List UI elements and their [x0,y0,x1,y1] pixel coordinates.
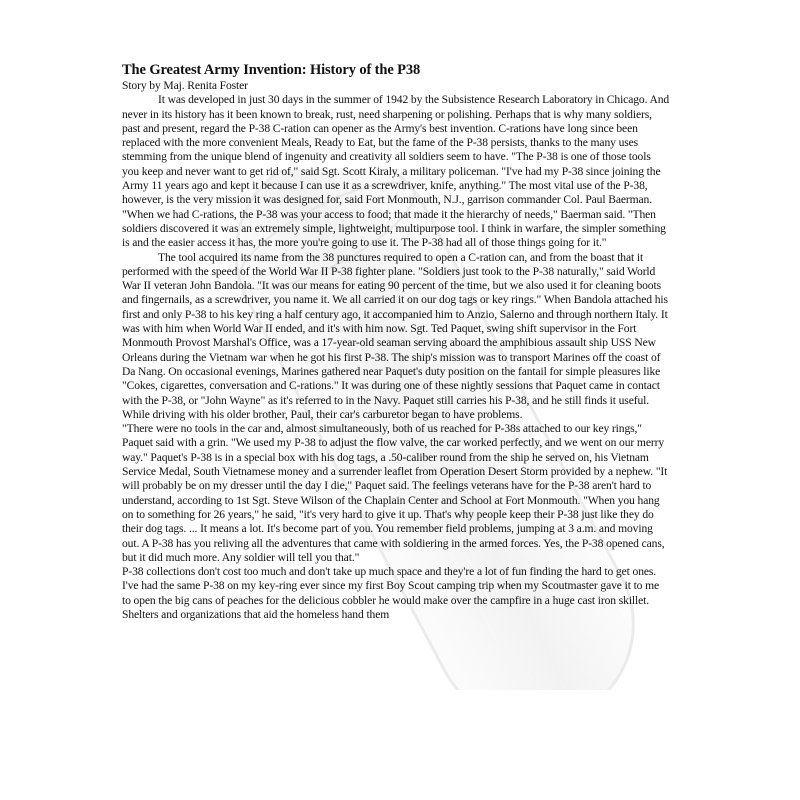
paragraph-1: It was developed in just 30 days in the summer of 1942 by the Subsistence Research Laboratory in Chicago. And never in its history has it been known to break, rust, need sharpening or polishing. Perhaps that is why many soldiers, past and present, regard the P-38 C-ration can opener as the Army's best invention. C-rations have long since been replaced with the more convenient Meals, Ready to Eat, but the fame of the P-38 persists, thanks to the many uses stemming from the unique blend of ingenuity and creativity all soldiers seem to have. "The P-38 is one of those tools you keep and never want to get rid of," said Sgt. Scott Kiraly, a military policeman. "I've had my P-38 since joining the Army 11 years ago and kept it because I can use it as a screwdriver, knife, anything." The most vital use of the P-38, however, is the very mission it was designed for, said Fort Monmouth, N.J., garrison commander Col. Paul Baerman. [122,93,670,207]
article [122,62,670,622]
paragraph-3: The tool acquired its name from the 38 punctures required to open a C-ration can, and from the boast that it performed with the speed of the World War II P-38 fighter plane. "Soldiers just took to the P-38 naturally," said World War II veteran John Bandola. "It was our means for eating 90 percent of the time, but we also used it for cleaning boots and fingernails, as a screwdriver, you name it. We all carried it on our dog tags or key rings." When Bandola attached his first and only P-38 to his key ring a half century ago, it accompanied him to Anzio, Salerno and through northern Italy. It was with him when World War II ended, and it's with him now. Sgt. Ted Paquet, swing shift supervisor in the Fort Monmouth Provost Marshal's Office, was a 17-year-old seaman serving aboard the amphibious assault ship USS New Orleans during the Vietnam war when he got his first P-38. The ship's mission was to transport Marines off the coast of Da Nang. On occasional evenings, Marines gathered near Paquet's duty position on the fantail for simple pleasures like "Cokes, cigarettes, conversation and C-rations." It was during one of these nightly sessions that Paquet came in contact with the P-38, or "John Wayne" as it's referred to in the Navy. Paquet still carries his P-38, and he still finds it useful. While driving with his older brother, Paul, their car's carburetor began to have problems. [122,250,668,421]
article-title: The Greatest Army Invention: History of the P38 [122,62,421,78]
paragraph-2: "When we had C-rations, the P-38 was your access to food; that made it the hierarchy of needs," Baerman said. "Then soldiers discovered it was an extremely simple, lightweight, multipurpose tool. I think in warfare, the simpler something is and the easier access it has, the more you're going to use it. The P-38 had all of those things going for it." [122,207,666,250]
article-byline: Story by Maj. Renita Foster [122,79,248,92]
paragraph-4: "There were no tools in the car and, almost simultaneously, both of us reached for P-38s attached to our key rings," Paquet said with a grin. "We used my P-38 to adjust the flow valve, the car worked perfectly, and we went on our merry way." Paquet's P-38 is in a special box with his dog tags, a .50-caliber round from the ship he served on, his Vietnam Service Medal, South Vietnamese money and a surrender leaflet from Operation Desert Storm provided by a nephew. "It will probably be on my dresser until the day I die," Paquet said. The feelings veterans have for the P-38 aren't hard to understand, according to 1st Sgt. Steve Wilson of the Chaplain Center and School at Fort Monmouth. "When you hang on to something for 26 years," he said, "it's very hard to give it up. That's why people keep their P-38 just like they do their dog tags. ... It means a lot. It's become part of you. You remember field problems, jumping at 3 a.m. and moving out. A P-38 has you reliving all the adventures that came with soldiering in the armed forces. Yes, the P-38 opened cans, but it did much more. Any soldier will tell you that." [122,422,668,564]
paragraph-5: P-38 collections don't cost too much and don't take up much space and they're a lot of fun finding the hard to get ones. I've had the same P-38 on my key-ring ever since my first Boy Scout camping trip when my Scoutmaster gave it to me to open the big cans of peaches for the delicious cobbler he would make over the campfire in a huge cast iron skillet. Shelters and organizations that aid the homeless hand them [122,565,660,621]
